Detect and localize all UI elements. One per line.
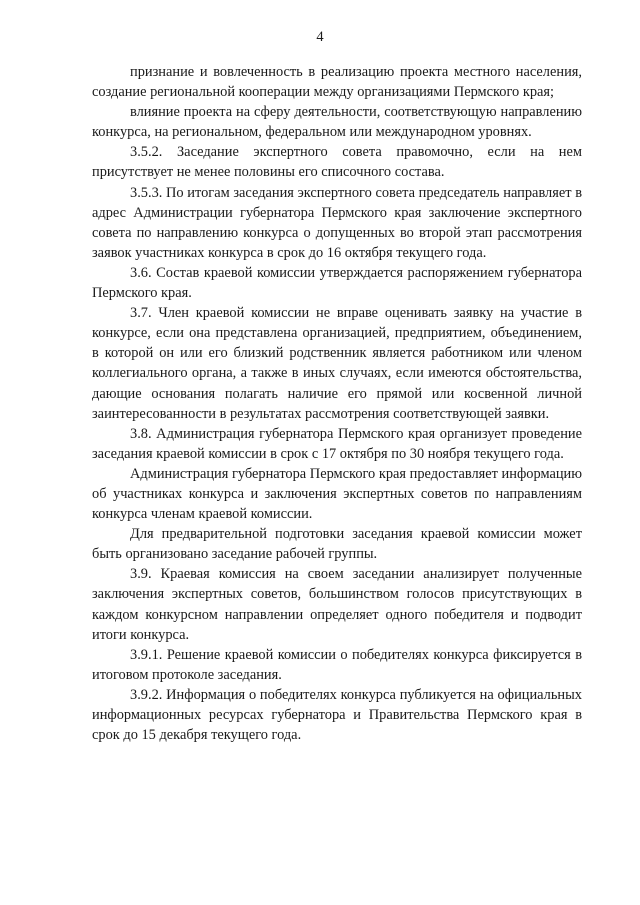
document-body <box>92 62 582 745</box>
paragraph: Администрация губернатора Пермского края предоставляет информацию об участниках конкурса и заключения экспертных советов по направлениям конкурса членам краевой комиссии. <box>92 465 582 523</box>
page-number: 4 <box>316 29 324 45</box>
paragraph: 3.8. Администрация губернатора Пермского края организует проведение заседания краевой комиссии в срок с 17 октября по 30 ноября текущего года. <box>92 425 582 462</box>
paragraph: 3.9. Краевая комиссия на своем заседании анализирует полученные заключения экспертных советов, большинством голосов присутствующих в каждом конкурсном направлении определяет одного победителя и подводит итоги конкурса. <box>92 566 582 643</box>
paragraph: 3.9.2. Информация о победителях конкурса публикуется на официальных информационных ресурсах губернатора и Правительства Пермского края в срок до 15 декабря текущего года. <box>92 686 582 744</box>
paragraph: 3.6. Состав краевой комиссии утверждается распоряжением губернатора Пермского края. <box>92 264 582 302</box>
paragraph: 3.5.2. Заседание экспертного совета правомочно, если на нем присутствует не менее половины его списочного состава. <box>92 144 582 181</box>
paragraph: 3.5.3. По итогам заседания экспертного совета председатель направляет в адрес Администрации губернатора Пермского края заключение экспертного совета по направлению конкурса о допущенных во второй этап рассмотрения заявок участниках конкурса в срок до 16 октября текущего года. <box>92 184 582 261</box>
paragraph: влияние проекта на сферу деятельности, соответствующую направлению конкурса, на региональном, федеральном или международном уровнях. <box>92 104 582 141</box>
paragraph: Для предварительной подготовки заседания краевой комиссии может быть организовано заседание рабочей группы. <box>92 526 582 563</box>
paragraph: 3.9.1. Решение краевой комиссии о победителях конкурса фиксируется в итоговом протоколе заседания. <box>92 646 582 683</box>
paragraph: 3.7. Член краевой комиссии не вправе оценивать заявку на участие в конкурсе, если она представлена организацией, предприятием, объединением, в которой он или его близкий родственник является работником или членом коллегиального органа, а также в иных случаях, если имеются обстоятельства, дающие основания полагать наличие его прямой или косвенной личной заинтересованности в результатах рассмотрения соответствующей заявки. <box>92 305 582 422</box>
paragraph: признание и вовлеченность в реализацию проекта местного населения, создание региональной кооперации между организациями Пермского края; <box>92 64 582 101</box>
